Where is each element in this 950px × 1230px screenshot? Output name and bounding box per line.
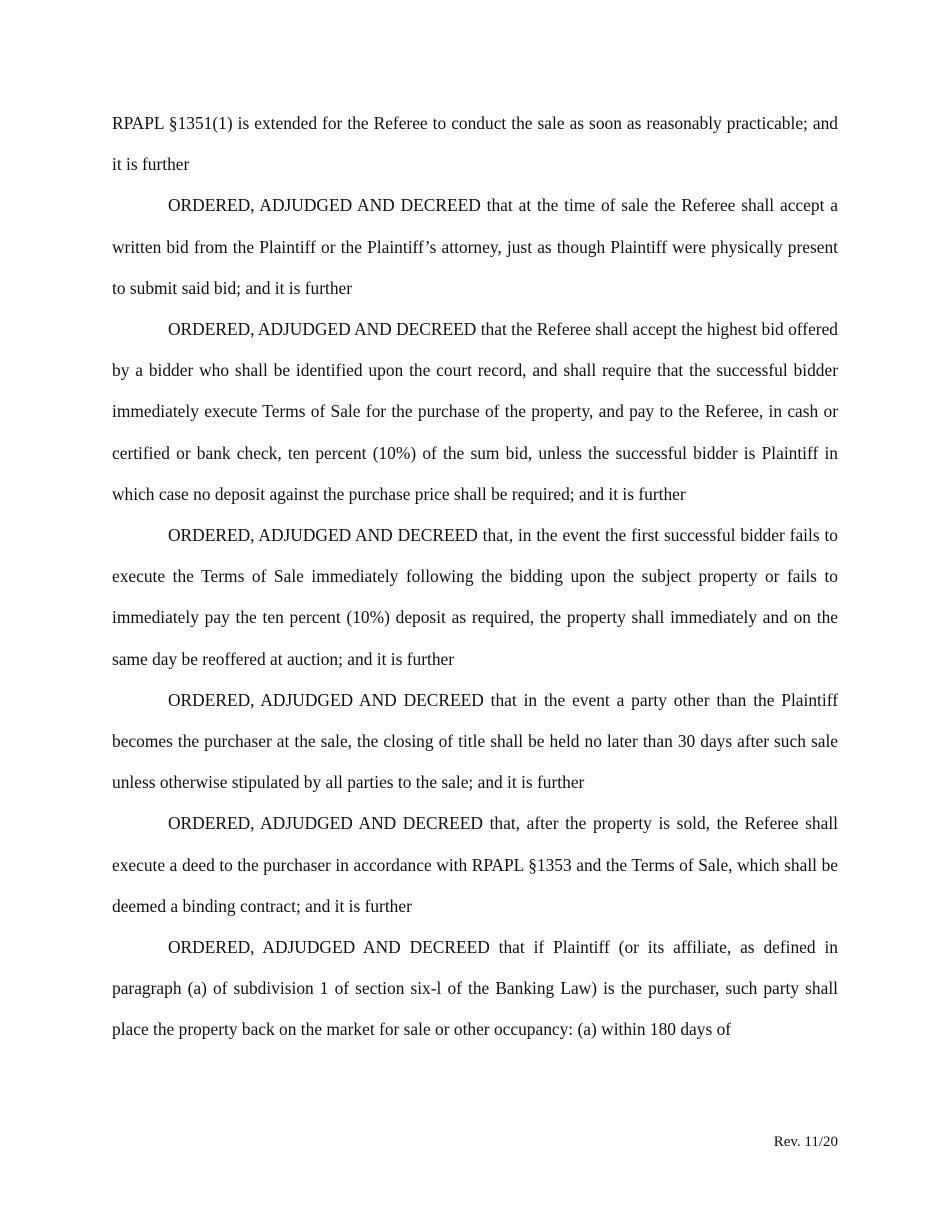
paragraph-highest-bid: ORDERED, ADJUDGED AND DECREED that the Referee shall accept the highest bid offered by a bidder who shall be identified upon the court record, and shall require that the successful bidder immediately execute Terms of Sale for the purchase of the property, and pay to the Referee, in cash or certified or bank check, ten percent (10%) of the sum bid, unless the successful bidder is Plaintiff in which case no deposit against the purchase price shall be required; and it is further — [112, 319, 838, 504]
paragraph-written-bid: ORDERED, ADJUDGED AND DECREED that at the time of sale the Referee shall accept a written bid from the Plaintiff or the Plaintiff’s attorney, just as though Plaintiff were physically present to submit said bid; and it is further — [112, 195, 838, 298]
paragraph-continuation: RPAPL §1351(1) is extended for the Referee to conduct the sale as soon as reasonably practicable; and it is further — [112, 113, 838, 175]
paragraph-deed-execution: ORDERED, ADJUDGED AND DECREED that, after the property is sold, the Referee shall execute a deed to the purchaser in accordance with RPAPL §1353 and the Terms of Sale, which shall be deemed a binding contract; and it is further — [112, 813, 838, 916]
paragraph-reoffer-auction: ORDERED, ADJUDGED AND DECREED that, in the event the first successful bidder fails to execute the Terms of Sale immediately following the bidding upon the subject property or fails to immediately pay the ten percent (10%) deposit as required, the property shall immediately and on the same day be reoffered at auction; and it is further — [112, 525, 838, 669]
paragraph-closing-title: ORDERED, ADJUDGED AND DECREED that in the event a party other than the Plaintiff becomes the purchaser at the sale, the closing of title shall be held no later than 30 days after such sale unless otherwise stipulated by all parties to the sale; and it is further — [112, 689, 838, 793]
paragraph-plaintiff-purchaser: ORDERED, ADJUDGED AND DECREED that if Plaintiff (or its affiliate, as defined in paragraph (a) of subdivision 1 of section six-l of the Banking Law) is the purchaser, such party shall place the property back on the market for sale or other occupancy: (a) within 180 days of — [112, 937, 838, 1040]
revision-footer: Rev. 11/20 — [773, 1134, 838, 1150]
document-body — [112, 103, 838, 1051]
